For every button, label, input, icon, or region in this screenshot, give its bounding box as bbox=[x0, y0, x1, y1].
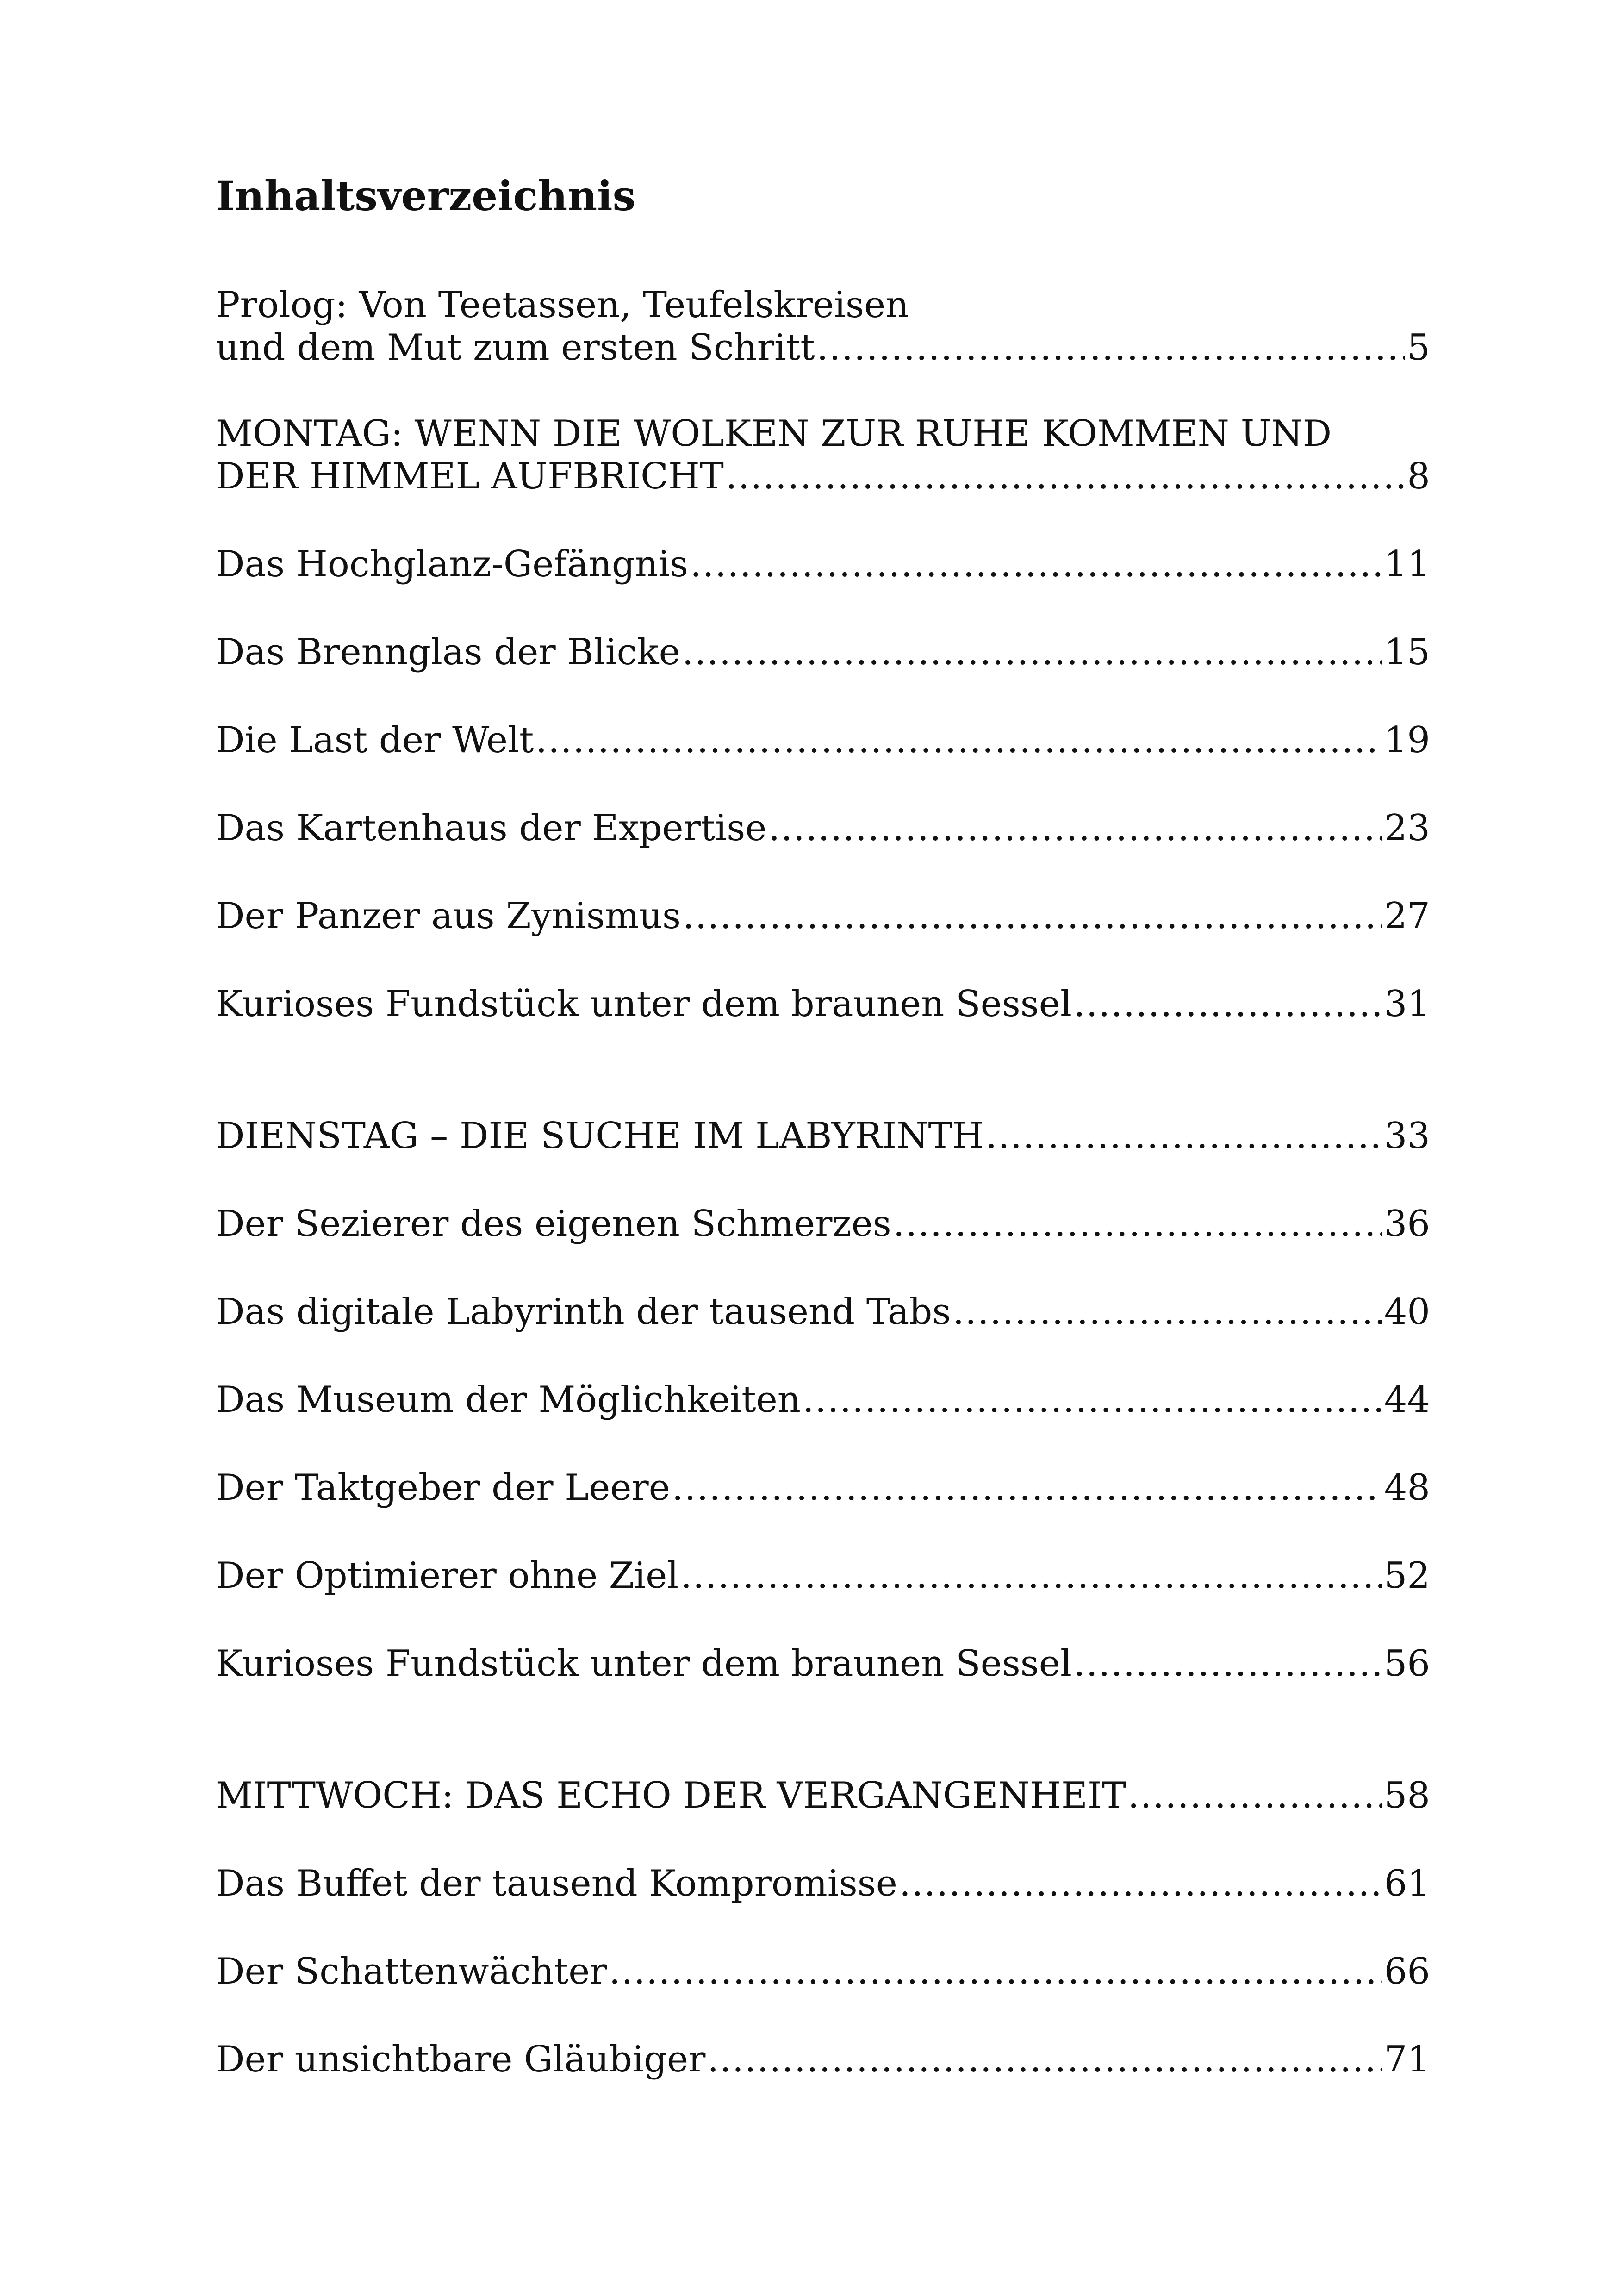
toc-entry-line bbox=[216, 898, 1430, 941]
toc-entry bbox=[216, 1866, 1430, 1908]
dot-leader bbox=[672, 1470, 1382, 1506]
toc-entry-page-number: 71 bbox=[1384, 2041, 1430, 2080]
toc-entry-line bbox=[216, 458, 1430, 501]
dot-leader bbox=[1074, 986, 1382, 1022]
toc-entry-line bbox=[216, 1866, 1430, 1908]
toc-entry-title-line-1: Prolog: Von Teetassen, Teufelskreisen bbox=[216, 287, 909, 326]
toc-entry-title-line-1: MONTAG: WENN DIE WOLKEN ZUR RUHE KOMMEN UND bbox=[216, 416, 1332, 455]
toc-entry-line bbox=[216, 986, 1430, 1029]
toc-entry-montag bbox=[216, 416, 1430, 501]
toc-entry-line bbox=[216, 810, 1430, 853]
toc-entry-page-number: 15 bbox=[1384, 634, 1430, 673]
toc-entry-title: Der unsichtbare Gläubiger bbox=[216, 2041, 706, 2080]
toc-entry-page-number: 56 bbox=[1384, 1646, 1430, 1685]
toc-entry bbox=[216, 1206, 1430, 1248]
dot-leader bbox=[1074, 1646, 1382, 1682]
dot-leader bbox=[609, 1953, 1382, 1990]
dot-leader bbox=[682, 634, 1382, 670]
toc-entry-line bbox=[216, 1294, 1430, 1336]
toc-entry-line bbox=[216, 546, 1430, 589]
toc-entry-page-number: 58 bbox=[1384, 1778, 1430, 1816]
dot-leader bbox=[768, 810, 1382, 846]
toc-entry-page-number: 48 bbox=[1384, 1470, 1430, 1509]
toc-entry-title: Kurioses Fundstück unter dem braunen Sessel bbox=[216, 1646, 1072, 1685]
toc-entry-mittwoch bbox=[216, 1778, 1430, 1820]
toc-entry-title: Der Optimierer ohne Ziel bbox=[216, 1558, 679, 1597]
toc-entry-line bbox=[216, 1206, 1430, 1248]
toc-entry bbox=[216, 1294, 1430, 1336]
toc-entry-page-number: 31 bbox=[1384, 986, 1430, 1025]
toc-entry-title: Das digitale Labyrinth der tausend Tabs bbox=[216, 1294, 951, 1333]
toc-entry-page-number: 40 bbox=[1384, 1294, 1430, 1333]
toc-entry bbox=[216, 1646, 1430, 1688]
toc-entry-title: Der Taktgeber der Leere bbox=[216, 1470, 670, 1509]
toc-entry-page-number: 33 bbox=[1384, 1118, 1430, 1157]
toc-entry-title: Der Panzer aus Zynismus bbox=[216, 898, 681, 937]
toc-entry-page-number: 44 bbox=[1384, 1382, 1430, 1421]
toc-entry-title: Das Kartenhaus der Expertise bbox=[216, 810, 767, 849]
dot-leader bbox=[893, 1206, 1382, 1242]
toc-entry-page-number: 19 bbox=[1384, 722, 1430, 761]
toc-entry-title: Die Last der Welt bbox=[216, 722, 534, 761]
toc-entry-line bbox=[216, 1558, 1430, 1600]
toc-entry-page-number: 5 bbox=[1407, 330, 1430, 368]
toc-entry-page-number: 11 bbox=[1384, 546, 1430, 585]
toc-entry-page-number: 36 bbox=[1384, 1206, 1430, 1245]
toc-entry-title: MITTWOCH: DAS ECHO DER VERGANGENHEIT bbox=[216, 1778, 1126, 1816]
toc-entry bbox=[216, 1470, 1430, 1512]
toc-entry bbox=[216, 634, 1430, 677]
toc-entry-page-number: 8 bbox=[1407, 458, 1430, 497]
page-title: Inhaltsverzeichnis bbox=[216, 172, 636, 220]
toc-entry-title: Kurioses Fundstück unter dem braunen Sessel bbox=[216, 986, 1072, 1025]
toc-entry-title: Das Brennglas der Blicke bbox=[216, 634, 680, 673]
toc-entry-line bbox=[216, 1382, 1430, 1424]
toc-entry-line bbox=[216, 634, 1430, 677]
toc-entry bbox=[216, 898, 1430, 941]
toc-entry-prolog bbox=[216, 287, 1430, 372]
toc-entry bbox=[216, 546, 1430, 589]
toc-entry-line bbox=[216, 1953, 1430, 1996]
toc-entry-title: DIENSTAG – DIE SUCHE IM LABYRINTH bbox=[216, 1118, 984, 1157]
dot-leader bbox=[817, 330, 1406, 366]
toc-entry-page-number: 27 bbox=[1384, 898, 1430, 937]
dot-leader bbox=[899, 1866, 1382, 1902]
toc-entry bbox=[216, 1558, 1430, 1600]
toc-entry-title: Das Buffet der tausend Kompromisse bbox=[216, 1866, 897, 1904]
toc-entry bbox=[216, 1382, 1430, 1424]
toc-entry-title: Das Hochglanz-Gefängnis bbox=[216, 546, 689, 585]
toc-entry-line bbox=[216, 330, 1430, 372]
dot-leader bbox=[986, 1118, 1382, 1154]
dot-leader bbox=[535, 722, 1382, 758]
toc-entry-page-number: 23 bbox=[1384, 810, 1430, 849]
toc-entry-title: Der Schattenwächter bbox=[216, 1953, 607, 1992]
toc-entry-page-number: 52 bbox=[1384, 1558, 1430, 1597]
toc-entry bbox=[216, 722, 1430, 765]
dot-leader bbox=[803, 1382, 1382, 1418]
dot-leader bbox=[690, 546, 1382, 582]
toc-entry-line bbox=[216, 1118, 1430, 1160]
toc-entry-title: und dem Mut zum ersten Schritt bbox=[216, 330, 815, 368]
dot-leader bbox=[952, 1294, 1382, 1330]
toc-entry-page-number: 61 bbox=[1384, 1866, 1430, 1904]
toc-entry-line bbox=[216, 1778, 1430, 1820]
toc-entry-line bbox=[216, 1646, 1430, 1688]
dot-leader bbox=[1128, 1778, 1382, 1814]
toc-entry-title: Der Sezierer des eigenen Schmerzes bbox=[216, 1206, 891, 1245]
toc-entry-first-line bbox=[216, 416, 1430, 458]
toc-entry-dienstag bbox=[216, 1118, 1430, 1160]
toc-entry bbox=[216, 2041, 1430, 2084]
dot-leader bbox=[683, 898, 1382, 934]
dot-leader bbox=[726, 458, 1405, 494]
toc-entry bbox=[216, 986, 1430, 1029]
toc-entry-first-line bbox=[216, 287, 1430, 330]
toc-entry-title: Das Museum der Möglichkeiten bbox=[216, 1382, 801, 1421]
toc-entry bbox=[216, 1953, 1430, 1996]
dot-leader bbox=[707, 2041, 1382, 2078]
toc-entry-line bbox=[216, 1470, 1430, 1512]
toc-entry-line bbox=[216, 2041, 1430, 2084]
toc-entry-title: DER HIMMEL AUFBRICHT bbox=[216, 458, 724, 497]
toc-entry-page-number: 66 bbox=[1384, 1953, 1430, 1992]
toc-entry-line bbox=[216, 722, 1430, 765]
toc-entry bbox=[216, 810, 1430, 853]
dot-leader bbox=[680, 1558, 1382, 1594]
